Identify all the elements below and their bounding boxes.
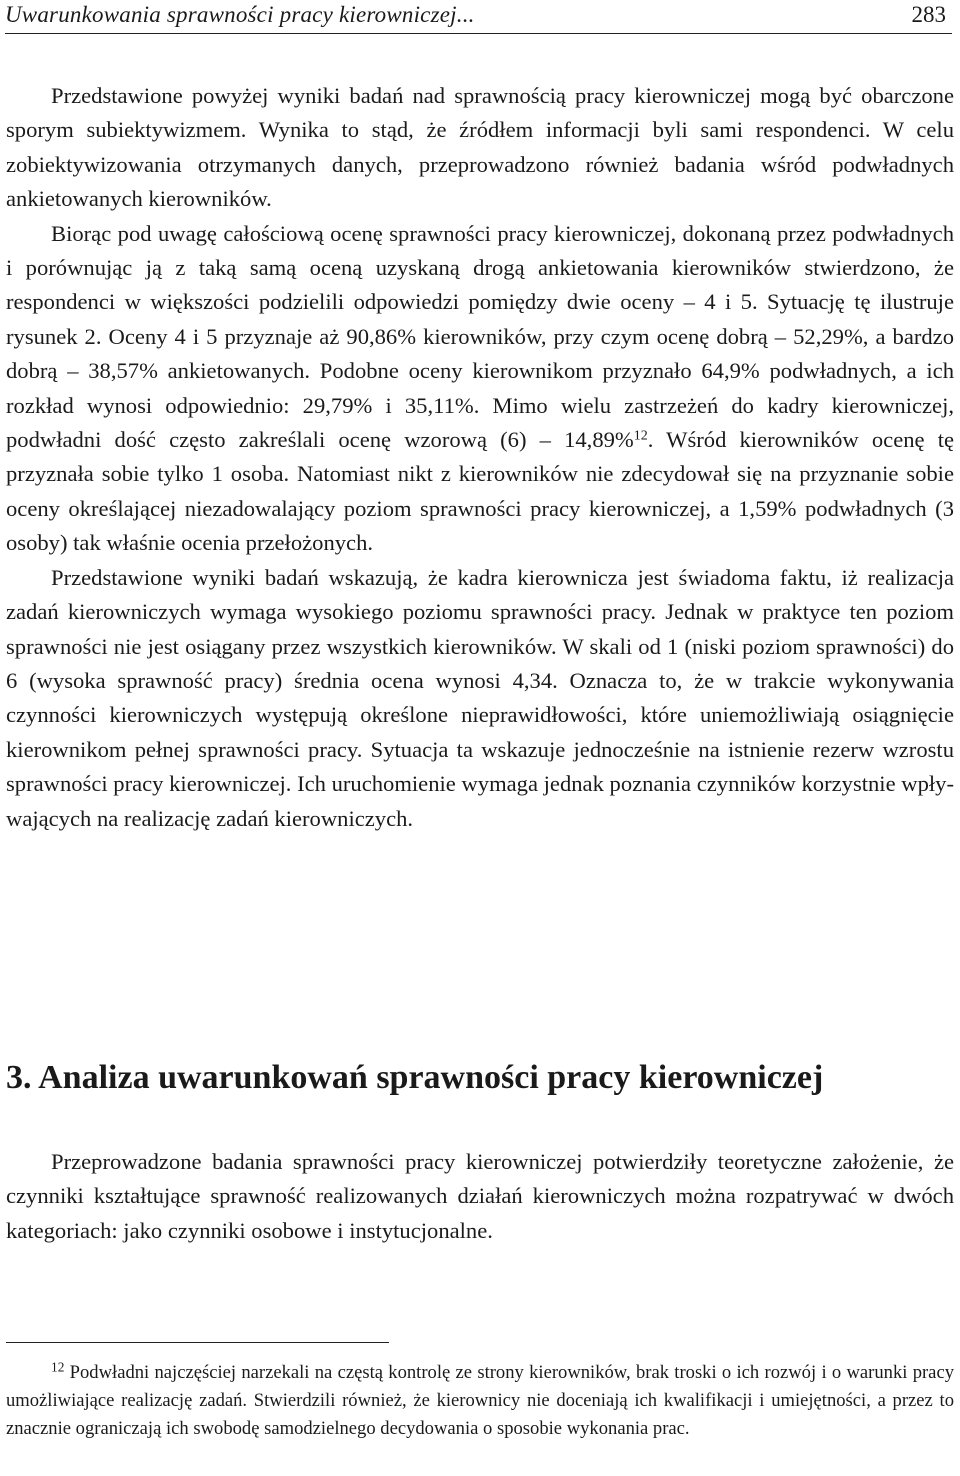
footnote: [6, 1359, 954, 1443]
paragraph: [6, 217, 954, 561]
section-heading: 3. Analiza uwarunkowań sprawności pracy kierowniczej: [6, 1059, 824, 1096]
footnote-number: 12: [51, 1359, 65, 1375]
page-number: 283: [911, 2, 946, 27]
footnote-text: Podwładni najczęściej narzekali na częstą kontrolę ze strony kierowników, brak troski o ich rozwój i o warunki pracy umożliwiające realizację zadań. Stwierdzili również, że kierownicy nie doceniają ich kwalifikacji i umiejętności, a przez to znacznie ograniczają ich swobodę samodzielnego decydowania o sposobie wykonania prac.: [6, 1362, 954, 1439]
running-header-title: Uwarunkowania sprawności pracy kierowniczej...: [5, 2, 475, 27]
body-text: [6, 79, 954, 836]
section-body: [6, 1145, 954, 1248]
paragraph: Przeprowadzone badania sprawności pracy kierowniczej potwierdziły teoretyczne założenie, że czynniki kształtujące sprawność realizowanych działań kierowniczych można rozpatrywać w dwóch kategoriach: jako czynniki osobowe i instytucjonalne.: [6, 1149, 954, 1243]
paragraph-text: Biorąc pod uwagę całościową ocenę sprawności pracy kierowniczej, dokonaną przez podwładnych i porównując ją z taką samą oceną uzyskaną drogą ankietowania kierowników stwierdzono, że respondenci w większości podzielili odpowiedzi pomiędzy dwie oceny – 4 i 5. Sytuację tę ilustruje rysunek 2. Oceny 4 i 5 przyznaje aż 90,86% kierowników, przy czym ocenę dobrą – 52,29%, a bardzo dobrą – 38,57% ankietowanych. Podobne oceny kierownikom przyznało 64,9% podwładnych, a ich rozkład wynosi odpowiednio: 29,79% i 35,11%. Mimo wielu zastrzeżeń do kadry kierowniczej, podwładni dość często zakreślali ocenę wzorową (6) – 14,89%: [6, 220, 954, 453]
paragraph: Przedstawione wyniki badań wskazują, że kadra kierownicza jest świadoma faktu, iż realizacja zadań kierowniczych wymaga wysokiego poziomu sprawności pracy. Jednak w praktyce ten poziom sprawności nie jest osiągany przez wszystkich kierowników. W skali od 1 (niski poziom sprawności) do 6 (wysoka sprawność pracy) średnia ocena wynosi 4,34. Oznacza to, że w trakcie wykonywania czynności kierowniczych występują określone nieprawidłowości, które uniemożliwiają osiągnięcie kierownikom pełnej sprawności pracy. Sytuacja ta wskazuje jednocześnie na istnienie rezerw wzrostu sprawności pracy kierowniczej. Ich uruchomienie wymaga jednak poznania czynników korzystnie wpływających na realizację zadań kierowniczych.: [6, 564, 954, 831]
footnote-reference[interactable]: 12: [633, 428, 648, 444]
paragraph-text: . Wśród kierowników ocenę tę przyznała sobie tylko 1 osoba. Natomiast nikt z kierowników nie zdecydował się na przyznanie sobie oceny określającej niezadowalający poziom sprawności pracy kierowniczej, a 1,59% podwładnych (3 osoby) tak właśnie ocenia przełożonych.: [6, 427, 955, 556]
footnote-divider: [6, 1342, 389, 1343]
running-header: [5, 0, 952, 34]
paragraph: Przedstawione powyżej wyniki badań nad sprawnością pracy kierowniczej mogą być obarczone sporym subiektywizmem. Wynika to stąd, że źródłem informacji byli sami respondenci. W celu zobiektywizowania otrzymanych danych, przeprowadzono również badania wśród podwładnych ankietowanych kierowników.: [6, 83, 954, 212]
